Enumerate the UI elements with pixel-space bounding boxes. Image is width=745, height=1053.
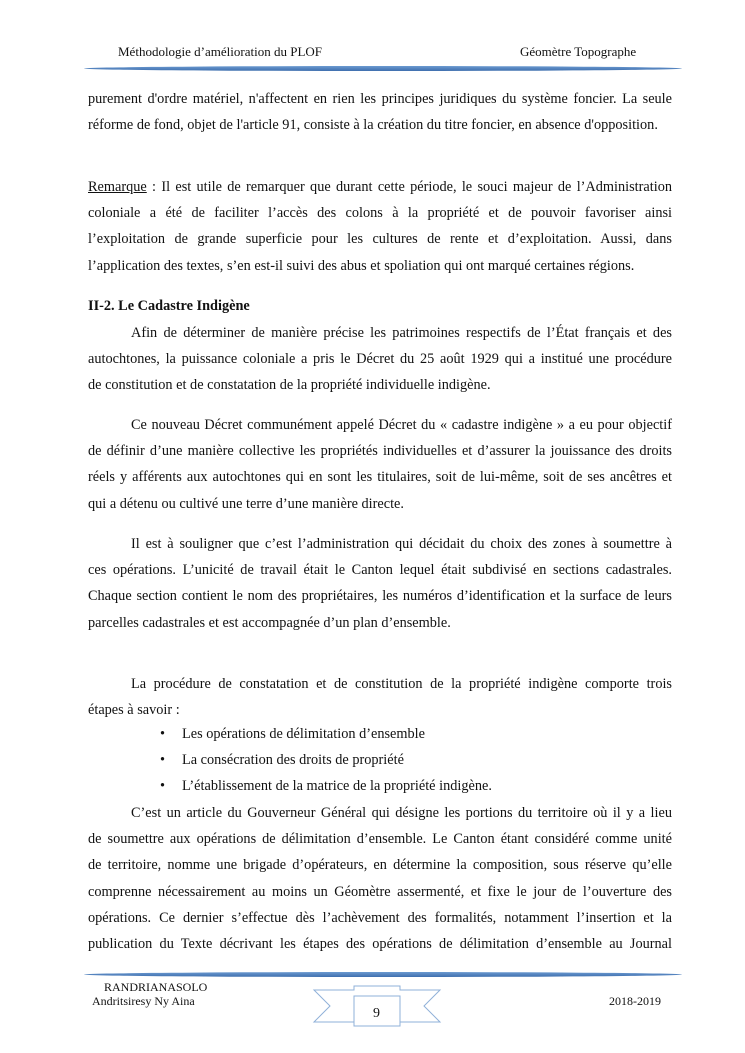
paragraph-line: publication du Texte décrivant les étapes des opérations de délimitation d’ensemble au Journal (88, 936, 672, 952)
bullet-icon: • (160, 752, 166, 768)
paragraph-line: Chaque section contient le nom des propriétaires, les numéros d’identification et la surface de leurs (88, 588, 672, 605)
section-heading: II-2. Le Cadastre Indigène (88, 298, 250, 314)
paragraph-line: l’exploitation de grande superficie pour les cultures de rente et d’exploitation. Aussi, dans (88, 231, 672, 248)
remark-label: Remarque (88, 179, 147, 195)
header-title: Méthodologie d’amélioration du PLOF (118, 44, 323, 59)
header-subtitle: Géomètre Topographe (520, 44, 637, 59)
bullet-icon: • (160, 726, 166, 742)
paragraph-line: parcelles cadastrales et est accompagnée d’un plan d’ensemble. (88, 614, 451, 631)
paragraph-line: comprenne nécessairement au moins un Géomètre assermenté, et fixe le jour de l’ouverture des (88, 883, 672, 900)
list-item-text: L’établissement de la matrice de la propriété indigène. (182, 778, 492, 794)
bullet-icon: • (160, 778, 166, 794)
footer-year: 2018-2019 (609, 994, 661, 1008)
paragraph-line: C’est un article du Gouverneur Général qui désigne les portions du territoire où il y a lieu (131, 805, 672, 821)
paragraph-line: ces opérations. L’unicité de travail était le Canton lequel était subdivisé en sections cadastrales. (88, 562, 672, 579)
page-number: 9 (373, 1006, 380, 1021)
paragraph-line: opérations. Ce dernier s’effectue dès l’achèvement des formalités, notamment l’insertion et la (88, 909, 672, 926)
footer-author-firstname: Andritsiresy Ny Aina (92, 994, 195, 1008)
paragraph-line: autochtones, la puissance coloniale a pris le Décret du 25 août 1929 qui a institué une procédure (88, 351, 672, 368)
paragraph-line: Remarque : Il est utile de remarquer que durant cette période, le souci majeur de l’Administration (88, 179, 672, 195)
paragraph-line: Afin de déterminer de manière précise les patrimoines respectifs de l’État français et des (131, 325, 672, 341)
paragraph-line: de définir d’une manière collective les propriétés individuelles et d’assurer la jouissance des droits (88, 443, 672, 460)
list-item-text: La consécration des droits de propriété (182, 752, 404, 768)
paragraph-line: coloniale a été de faciliter l’accès des colons à la propriété et de pouvoir favoriser ainsi (88, 205, 672, 222)
paragraph-line: étapes à savoir : (88, 702, 180, 719)
paragraph-line: réforme de fond, objet de l'article 91, consiste à la création du titre foncier, en absence d'opposition. (88, 117, 658, 134)
paragraph-line: réels y afférents aux autochtones qui en sont les titulaires, soit de lui-même, soit de ses ancêtres et (88, 469, 672, 486)
paragraph-line: de constitution et de constatation de la propriété individuelle indigène. (88, 377, 491, 394)
paragraph-line: Ce nouveau Décret communément appelé Décret du « cadastre indigène » a eu pour objectif (131, 417, 672, 433)
list-item-text: Les opérations de délimitation d’ensemble (182, 726, 425, 742)
paragraph-line: de soumettre aux opérations de délimitation d’ensemble. Le Canton étant considéré comme unité (88, 831, 672, 848)
paragraph-line: qui a détenu ou cultivé une terre d’une manière directe. (88, 495, 404, 512)
paragraph-line: de territoire, nomme une brigade d’opérateurs, en détermine la composition, sous réserve qu’elle (88, 857, 672, 874)
footer-rule (84, 972, 682, 977)
paragraph-line: purement d'ordre matériel, n'affectent en rien les principes juridiques du système foncier. La seule (88, 91, 672, 107)
header-rule (84, 66, 682, 71)
footer-author-name: RANDRIANASOLO (104, 980, 208, 994)
paragraph-line: La procédure de constatation et de constitution de la propriété indigène comporte trois (131, 676, 672, 692)
paragraph-line: l’application des textes, s’en est-il suivi des abus et spoliation qui ont marqué certaines régions. (88, 257, 635, 274)
paragraph-line: Il est à souligner que c’est l’administration qui décidait du choix des zones à soumettre à (131, 536, 672, 552)
